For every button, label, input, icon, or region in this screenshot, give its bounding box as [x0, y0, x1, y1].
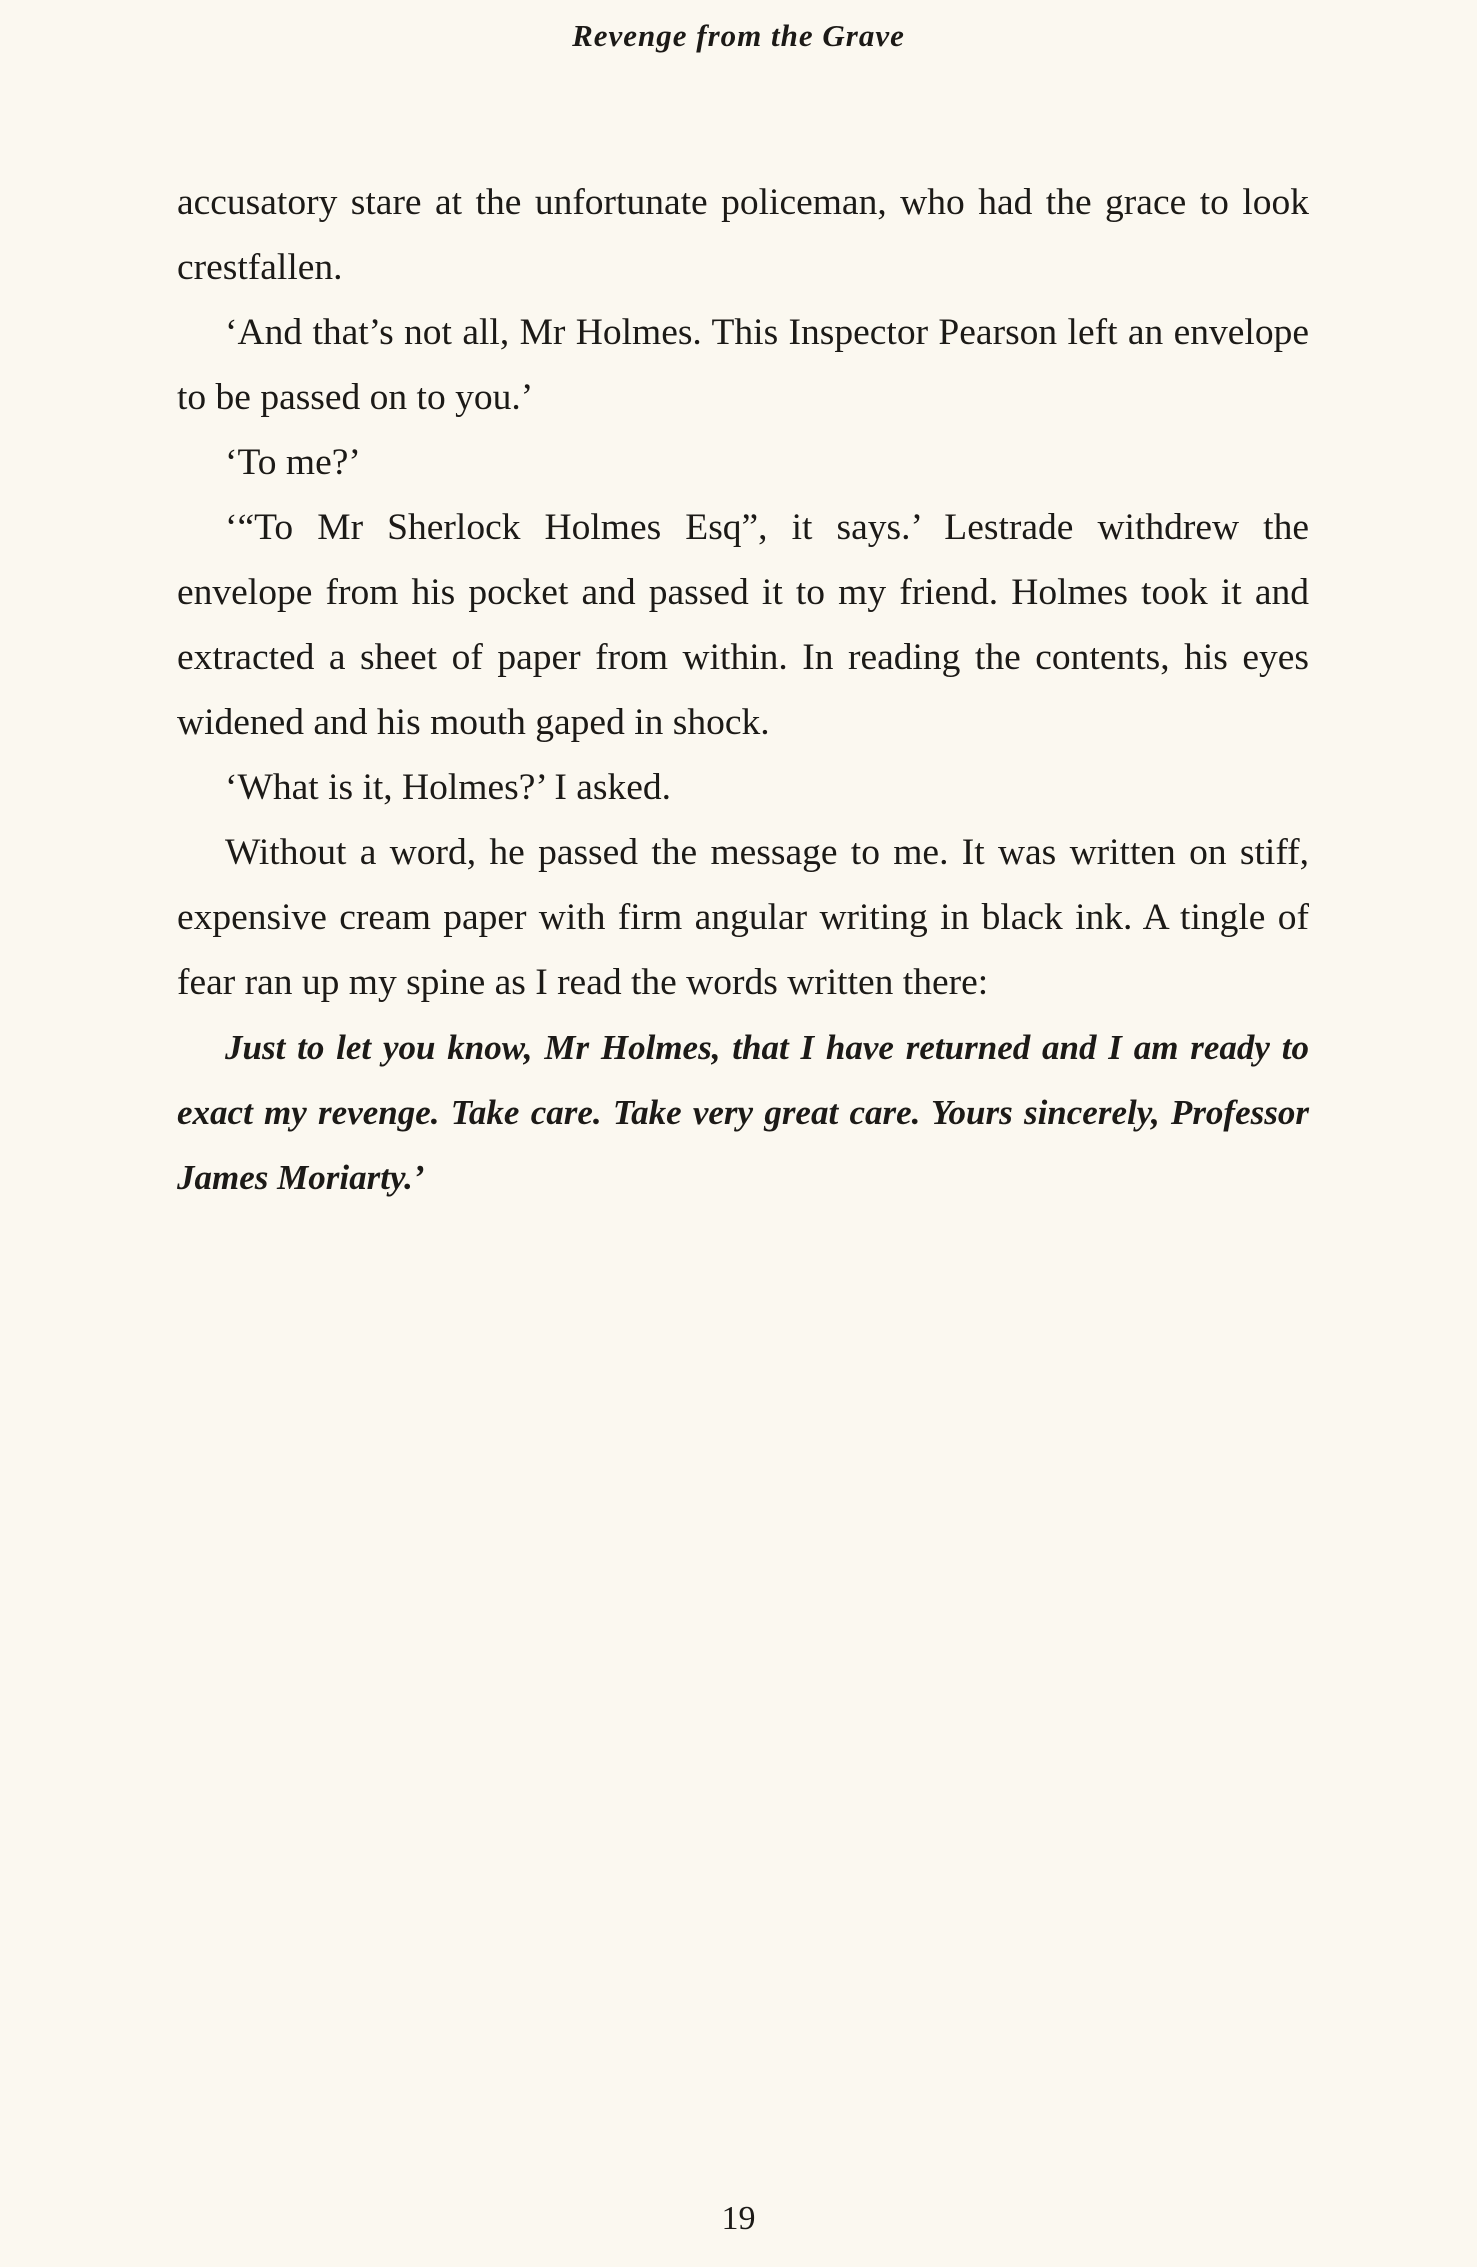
- paragraph-narration: Without a word, he passed the message to me. It was written on stiff, expensive cream paper with firm angular writing in black ink. A tingle of fear ran up my spine as I read the words written there:: [177, 832, 1309, 1003]
- body-text: [177, 170, 1309, 1210]
- letter-quote: Just to let you know, Mr Holmes, that I have returned and I am ready to exact my revenge. Take care. Take very great care. Yours sincerely, Professor James Moriarty.’: [177, 1028, 1309, 1197]
- paragraph-narration: ‘“To Mr Sherlock Holmes Esq”, it says.’ Lestrade withdrew the envelope from his pocket and passed it to my friend. Holmes took it and extracted a sheet of paper from within. In reading the contents, his eyes widened and his mouth gaped in shock.: [177, 507, 1309, 743]
- paragraph-dialogue: ‘And that’s not all, Mr Holmes. This Inspector Pearson left an envelope to be passed on to you.’: [177, 312, 1309, 418]
- paragraph-continuation: accusatory stare at the unfortunate policeman, who had the grace to look crestfallen.: [177, 182, 1309, 288]
- page-number: 19: [721, 2200, 756, 2237]
- paragraph-dialogue: ‘To me?’: [225, 442, 361, 483]
- paragraph-dialogue: ‘What is it, Holmes?’ I asked.: [225, 767, 672, 808]
- running-header: Revenge from the Grave: [572, 18, 905, 53]
